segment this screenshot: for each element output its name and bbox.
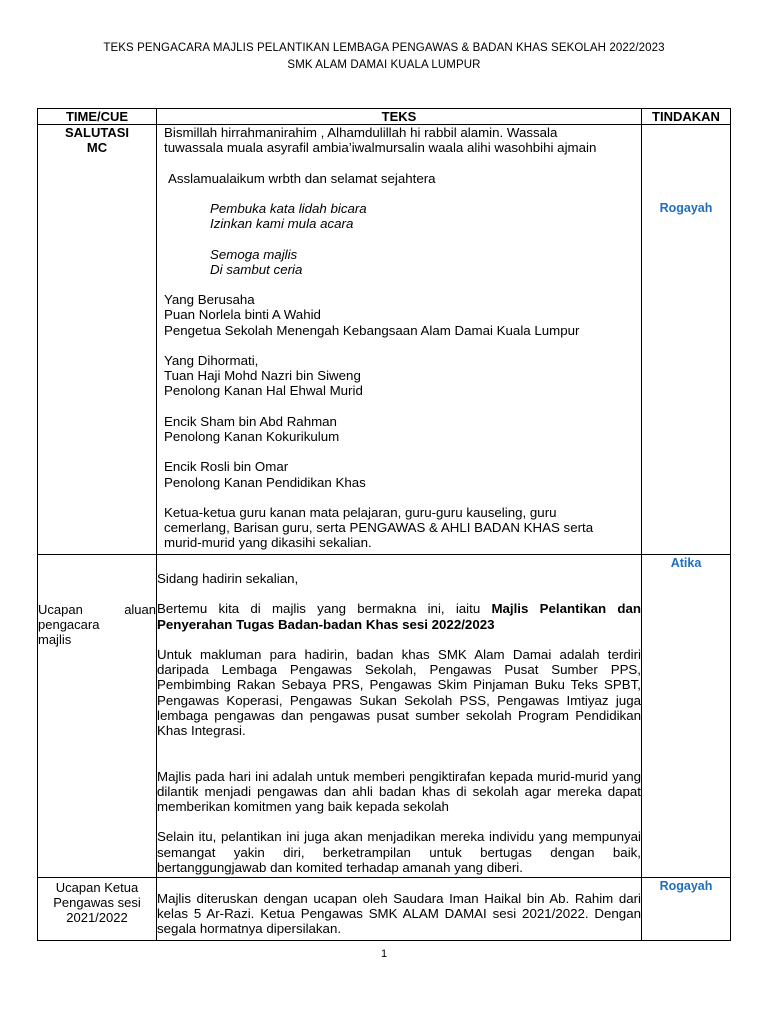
program-table [37,108,731,941]
pantun-line: Pembuka kata lidah bicara [210,200,367,216]
salutation-line: Penolong Kanan Kokurikulum [164,428,340,444]
school-name: SMK ALAM DAMAI KUALA LUMPUR [287,59,481,71]
salutation-line: Penolong Kanan Hal Ehwal Murid [164,383,363,399]
cue-cell [38,555,157,878]
salutation-line: Ketua-ketua guru kanan mata pelajaran, guru-guru kauseling, guru [164,504,557,520]
ucapan-paragraph: Majlis diteruskan dengan ucapan oleh Saudara Iman Haikal bin Ab. Rahim dari kelas 5 Ar-Razi. Ketua Pengawas SMK ALAM DAMAI sesi 2021/2022. Dengan segala hormatnya dipersilakan. [157,891,641,937]
selain-paragraph: Selain itu, pelantikan ini juga akan menjadikan mereka individu yang mempunyai semangat yakin diri, berketrampilan untuk bertugas dengan baik, bertanggungjawab dan komited terhadap amanah yang diberi. [157,829,641,875]
sidang-line: Sidang hadirin sekalian, [157,571,299,586]
table-row [38,878,731,941]
salutation-line: Encik Sham bin Abd Rahman [164,413,337,429]
majlis-paragraph: Majlis pada hari ini adalah untuk memberi pengiktirafan kepada murid-murid yang dilantik menjadi pengawas dan ahli badan khas di sekolah agar mereka dapat memberikan komitmen yang baik kepada sekolah [157,768,641,814]
event-name: Majlis Pelantikan dan Penyerahan Tugas Badan-badan Khas sesi 2022/2023 [157,601,641,632]
cue-line: MC [86,140,108,155]
salutation-line: Pengetua Sekolah Menengah Kebangsaan Alam Damai Kuala Lumpur [164,322,580,338]
opening-line: tuwassala muala asyrafil ambia’iwalmursalin waala alihi wasohbihi ajmain [164,140,597,156]
bertemu-paragraph [157,601,641,631]
teks-cell [157,878,642,941]
opening-line: Bismillah hirrahmanirahim , Alhamdulillah hi rabbil alamin. Wassala [164,125,558,140]
document-title: TEKS PENGACARA MAJLIS PELANTIKAN LEMBAGA PENGAWAS & BADAN KHAS SEKOLAH 2022/2023 [103,42,665,54]
table-row [38,125,731,555]
header-time-cue: TIME/CUE [38,109,157,125]
pantun-line: Semoga majlis [210,246,298,262]
salutation-line: Puan Norlela binti A Wahid [164,307,321,323]
cue-line: pengacara [38,617,100,632]
cue-line: majlis [38,632,72,647]
pantun-line: Di sambut ceria [210,261,303,277]
table-row [38,555,731,878]
salutation-line: Tuan Haji Mohd Nazri bin Siweng [164,368,361,384]
salutation-line: Encik Rosli bin Omar [164,459,289,475]
action-cell [642,125,731,555]
pantun-line: Izinkan kami mula acara [210,216,354,232]
header-teks: TEKS [157,109,642,125]
salutation-line: murid-murid yang dikasihi sekalian. [164,535,372,551]
action-cell [642,555,731,878]
salutation-line: Yang Berusaha [164,292,255,308]
teks-cell [157,555,642,878]
salutation-line: Yang Dihormati, [164,352,259,368]
cue-line: Pengawas sesi [53,895,141,910]
salutation-line: Penolong Kanan Pendidikan Khas [164,474,366,490]
table-header-row [38,109,731,125]
cue-cell [38,878,157,941]
header-tindakan: TINDAKAN [642,109,731,125]
cue-word: aluan [124,602,156,617]
page-number: 1 [380,948,388,960]
cue-line: 2021/2022 [66,910,128,925]
action-cell [642,878,731,941]
bertemu-text: Bertemu kita di majlis yang bermakna ini, iaitu [157,601,492,617]
action-name: Rogayah [659,201,713,215]
makluman-paragraph: Untuk makluman para hadirin, badan khas SMK Alam Damai adalah terdiri daripada Lembaga Pengawas Sekolah, Pengawas Pusat Sumber PPS, Pembimbing Rakan Sebaya PRS, Pengawas Skim Pinjaman Buku Teks SPBT, Pengawas Koperasi, Pengawas Sukan Sekolah PSS, Pengawas Imtiyaz juga lembaga pengawas dan pengawas pusat sumber sekolah Program Pendidikan Khas Integrasi. [157,646,641,738]
cue-line: Ucapan Ketua [55,880,139,895]
action-name: Atika [670,556,702,570]
greeting: Asslamualaikum wrbth dan selamat sejahtera [168,170,436,186]
action-name: Rogayah [659,879,713,893]
cue-word: Ucapan [38,602,83,617]
salutation-line: cemerlang, Barisan guru, serta PENGAWAS & AHLI BADAN KHAS serta [164,520,594,536]
cue-cell [38,125,157,555]
cue-line: SALUTASI [64,125,130,140]
teks-cell [157,125,642,555]
